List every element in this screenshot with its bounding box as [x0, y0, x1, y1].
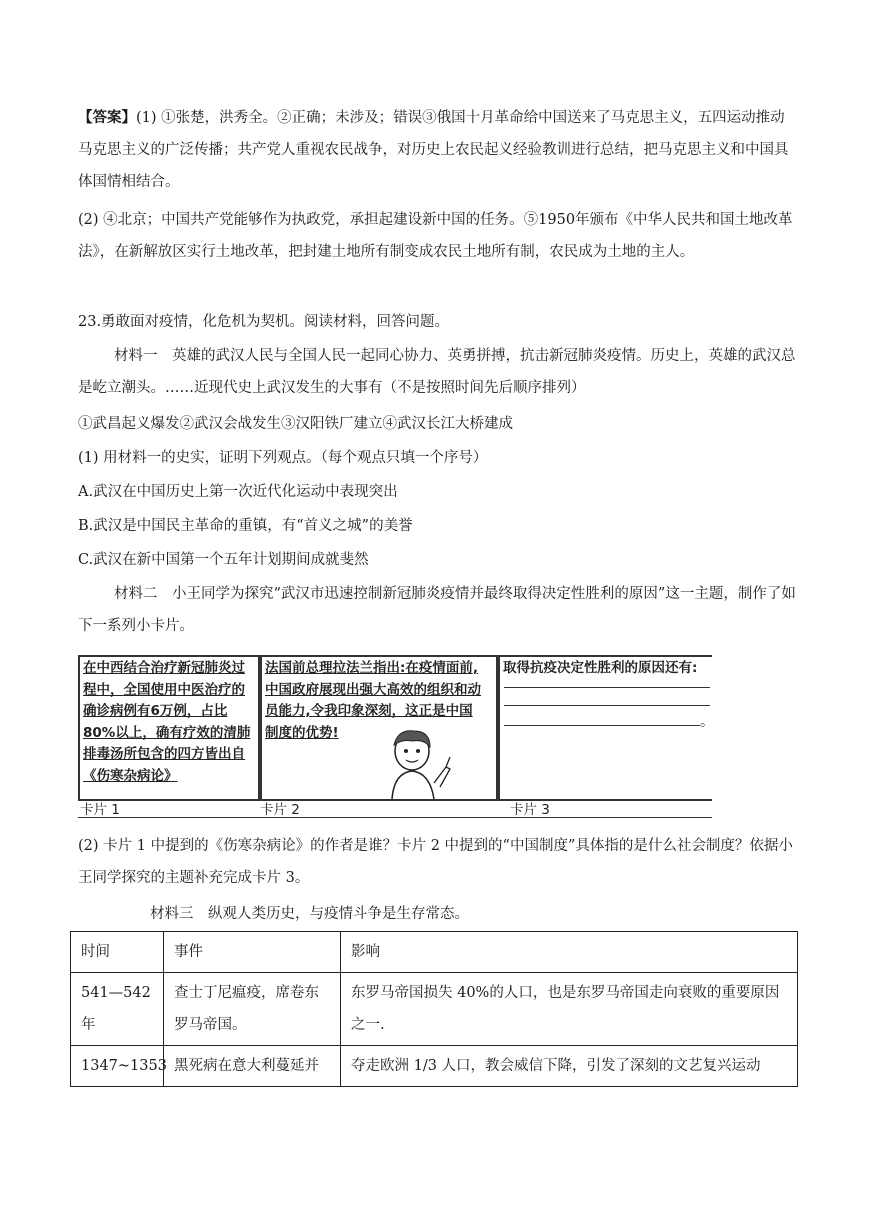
card-1-label: 卡片 1	[80, 802, 120, 818]
material-1: 材料一 英雄的武汉人民与全国人民一起同心协力、英勇拼搏，抗击新冠肺炎疫情。历史上，英雄的武汉总是屹立潮头。……近现代史上武汉发生的大事有（不是按照时间先后顺序排列）	[78, 348, 796, 396]
option-b: B.武汉是中国民主革命的重镇，有“首义之城”的美誉	[78, 518, 413, 534]
table-cell: 541—542年	[71, 973, 164, 1046]
card-2-text: 法国前总理拉法兰指出:在疫情面前,中国政府展现出强大高效的组织和动员能力,令我印象深刻，这正是中国制度的优势!	[265, 660, 481, 741]
card-3-end: 。	[700, 714, 714, 730]
card-1	[78, 655, 260, 801]
table-cell: 查士丁尼瘟疫，席卷东罗马帝国。	[164, 973, 341, 1046]
card-3	[498, 655, 712, 801]
question-1: (1) 用材料一的史实，证明下列观点。（每个观点只填一个序号）	[78, 450, 488, 466]
answer-part2: (2) ④北京；中国共产党能够作为执政党，承担起建设新中国的任务。⑤1950年颁布《中华人民共和国土地改革法》，在新解放区实行土地改革，把封建土地所有制变成农民土地所有制，农民成为土地的主人。	[78, 212, 793, 260]
option-a: A.武汉在中国历史上第一次近代化运动中表现突出	[78, 484, 398, 500]
question-stem: 23.勇敢面对疫情，化危机为契机。阅读材料，回答问题。	[78, 314, 450, 330]
option-c: C.武汉在新中国第一个五年计划期间成就斐然	[78, 552, 369, 568]
table-row	[71, 1046, 798, 1087]
cartoon-figure-icon	[372, 727, 462, 799]
answer-part1	[78, 102, 798, 198]
epidemic-table	[70, 931, 798, 1087]
card-2-label: 卡片 2	[260, 802, 300, 818]
card-2	[260, 655, 498, 801]
table-header: 事件	[164, 932, 341, 973]
card-1-text: 在中西结合治疗新冠肺炎过程中，全国使用中医治疗的确诊病例有6万例，占比80%以上，确有疗效的清肺排毒汤所包含的四方皆出自《伤寒杂病论》	[83, 660, 251, 784]
answer-part1-text: (1) ①张楚，洪秀全。②正确；未涉及；错误③俄国十月革命给中国送来了马克思主义，五四运动推动马克思主义的广泛传播；共产党人重视农民战争，对历史上农民起义经验教训进行总结，把马克思主义和中国具体国情相结合。	[78, 110, 789, 190]
answer-tag: 【答案】	[78, 109, 136, 126]
card-3-text: 取得抗疫决定性胜利的原因还有:	[503, 660, 698, 676]
table-header: 影响	[341, 932, 798, 973]
table-cell: 东罗马帝国损失 40%的人口，也是东罗马帝国走向衰败的重要原因之一.	[341, 973, 798, 1046]
question-2: (2) 卡片 1 中提到的《伤寒杂病论》的作者是谁？卡片 2 中提到的“中国制度”具体指的是什么社会制度？依据小王同学探究的主题补充完成卡片 3。	[78, 838, 793, 886]
table-header-row	[71, 932, 798, 973]
table-header: 时间	[71, 932, 164, 973]
table-row	[71, 973, 798, 1046]
table-cell: 黑死病在意大利蔓延并	[164, 1046, 341, 1087]
answer-blank-1	[504, 687, 710, 688]
event-list: ①武昌起义爆发②武汉会战发生③汉阳铁厂建立④武汉长江大桥建成	[78, 416, 513, 432]
answer-blank-3	[504, 725, 700, 726]
table-cell: 1347~1353	[71, 1046, 164, 1087]
cards-bottom-rule	[78, 817, 712, 818]
table-cell: 夺走欧洲 1/3 人口，教会威信下降，引发了深刻的文艺复兴运动	[341, 1046, 798, 1087]
material-3: 材料三 纵观人类历史，与疫情斗争是生存常态。	[150, 906, 469, 922]
card-3-label: 卡片 3	[510, 802, 550, 818]
cards-figure	[78, 655, 712, 819]
answer-blank-2	[504, 705, 710, 706]
material-2: 材料二 小王同学为探究“武汉市迅速控制新冠肺炎疫情并最终取得决定性胜利的原因”这一主题，制作了如下一系列小卡片。	[78, 586, 796, 634]
